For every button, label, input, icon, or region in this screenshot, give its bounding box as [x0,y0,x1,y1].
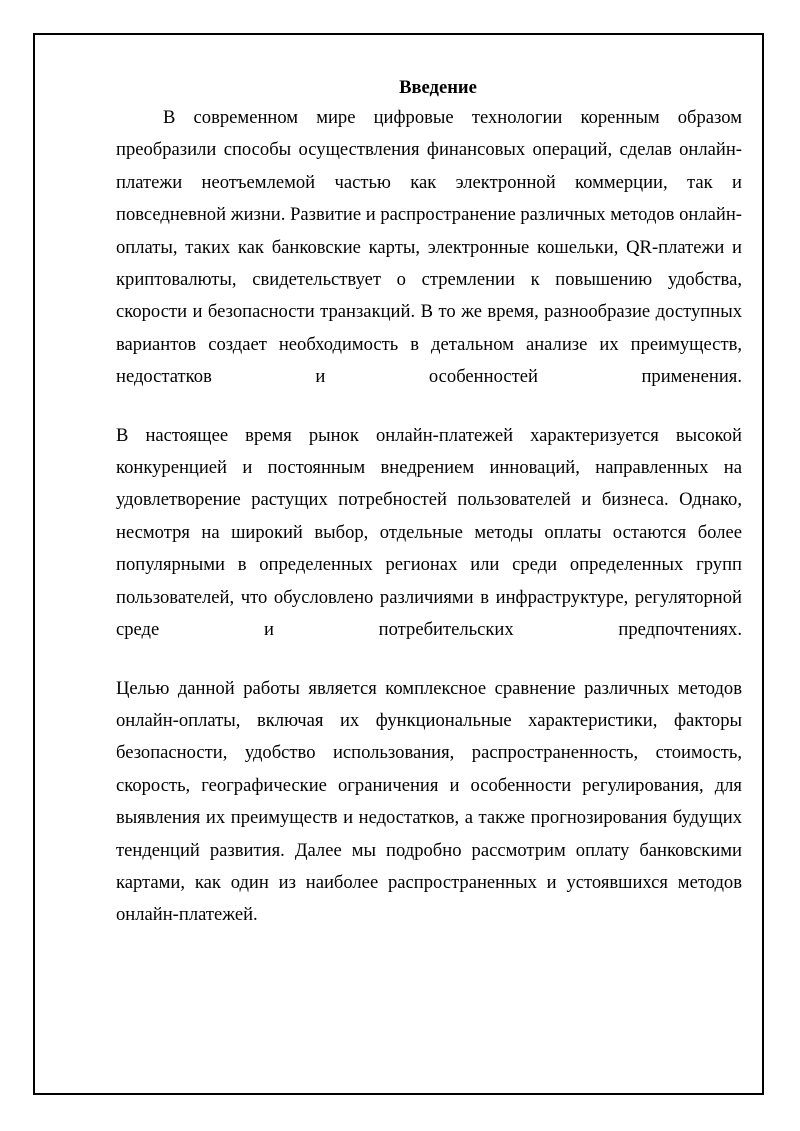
document-body [116,76,742,932]
paragraph-intro: В современном мире цифровые технологии коренным образом преобразили способы осуществления финансовых операций, сделав онлайн-платежи неотъемлемой частью как электронной коммерции, так и повседневной жизни. Развитие и распространение различных методов онлайн-оплаты, таких как банковские карты, электронные кошельки, QR-платежи и криптовалюты, свидетельствует о стремлении к повышению удобства, скорости и безопасности транзакций. В то же время, разнообразие доступных вариантов создает необходимость в детальном анализе их преимуществ, недостатков и особенностей применения. [116,107,742,388]
document-title: Введение [399,77,477,98]
paragraph-goal: Целью данной работы является комплексное сравнение различных методов онлайн-оплаты, включая их функциональные характеристики, факторы безопасности, удобство использования, распространенность, стоимость, скорость, географические ограничения и особенности регулирования, для выявления их преимуществ и недостатков, а также прогнозирования будущих тенденций развития. Далее мы подробно рассмотрим оплату банковскими картами, как один из наиболее распространенных и устоявшихся методов онлайн-платежей. [116,677,742,926]
paragraph-spacer [116,647,742,673]
paragraph-market: В настоящее время рынок онлайн-платежей характеризуется высокой конкуренцией и постоянным внедрением инноваций, направленных на удовлетворение растущих потребностей пользователей и бизнеса. Однако, несмотря на широкий выбор, отдельные методы оплаты остаются более популярными в определенных регионах или среди определенных групп пользователей, что обусловлено различиями в инфраструктуре, регуляторной среде и потребительских предпочтениях. [116,424,742,641]
paragraph-spacer [116,394,742,420]
